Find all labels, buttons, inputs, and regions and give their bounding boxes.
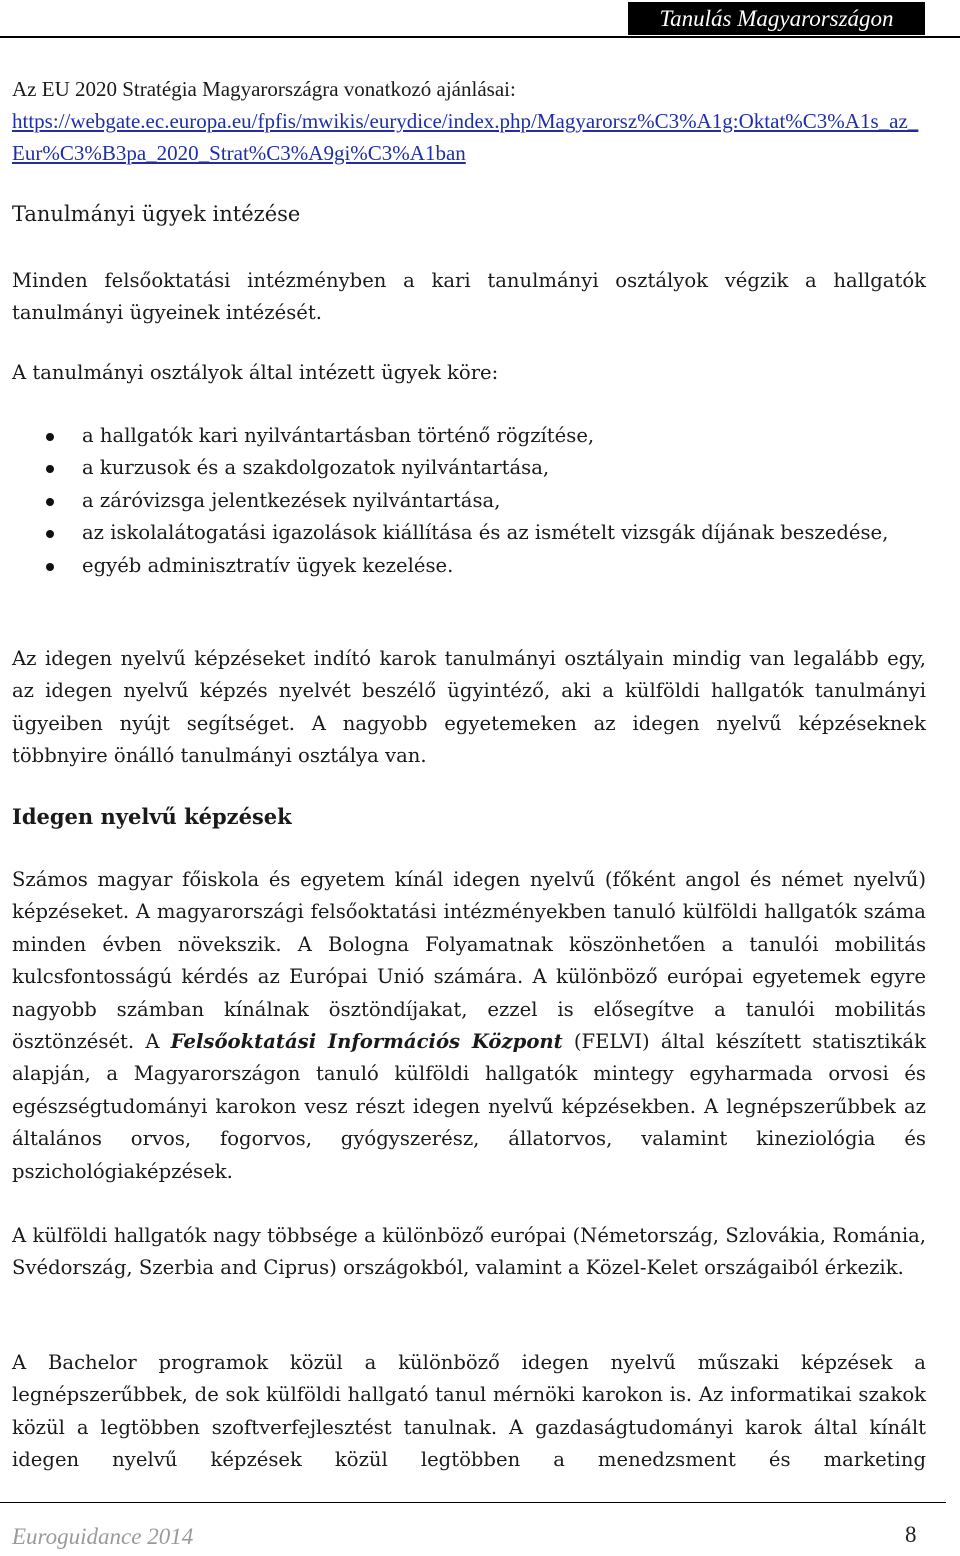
felvi-name: Felsőoktatási Információs Központ bbox=[170, 1030, 563, 1054]
paragraph-foreign-programs: Számos magyar főiskola és egyetem kínál idegen nyelvű (főként angol és német nyelvű) képzéseket. A magyarországi felsőoktatási intézményekben tanuló külföldi hallgatók száma minden évben növekszik. A Bologna Folyamatnak köszönhetően a tanulói mobilitás kulcsfontosságú kérdés az Európai Unió számára. A különböző európai egyetemek egyre nagyobb számban kínálnak ösztöndíjakat, ezzel is elősegítve a tanulói mobilitás ösztönzését. A Felsőoktatási Információs Központ (FELVI) által készített statisztikák alapján, a Magyarországon tanuló külföldi hallgatók mintegy egyharmada orvosi és egészségtudományi karokon vesz részt idegen nyelvű képzésekben. A legnépszerűbbek az általános orvos, fogorvos, gyógyszerész, állatorvos, valamint kineziológia és pszichológiaképzések. bbox=[12, 868, 926, 1183]
footer-brand: Euroguidance 2014 bbox=[12, 1524, 194, 1549]
header-title-band bbox=[628, 2, 925, 35]
header-title: Tanulás Magyarországon bbox=[659, 6, 894, 31]
list-item: a kurzusok és a szakdolgozatok nyilvántartása, bbox=[12, 452, 926, 484]
list-item: egyéb adminisztratív ügyek kezelése. bbox=[12, 550, 926, 582]
paragraph-bachelor: A Bachelor programok közül a különböző idegen nyelvű műszaki képzések a legnépszerűbbek, de sok külföldi hallgató tanul mérnöki karokon is. Az informatikai szakok közül a legtöbben szoftverfejlesztést tanulnak. A gazdaságtudományi karok által kínált idegen nyelvű képzések közül legtöbben a menedzsment és marketing bbox=[12, 1351, 926, 1472]
paragraph-origin-countries: A külföldi hallgatók nagy többsége a különböző európai (Németország, Szlovákia, Románia, Svédország, Szerbia and Ciprus) országokból, valamint a Közel-Kelet országaiból érkezik. bbox=[12, 1224, 926, 1280]
list-item: a záróvizsga jelentkezések nyilvántartása, bbox=[12, 485, 926, 517]
list-item: az iskolalátogatási igazolások kiállítása és az ismételt vizsgák díjának beszedése, bbox=[12, 517, 926, 549]
bullet-icon bbox=[46, 530, 54, 538]
paragraph-foreign-staff: Az idegen nyelvű képzéseket indító karok tanulmányi osztályain mindig van legalább egy, az idegen nyelvű képzés nyelvét beszélő ügyintéző, aki a külföldi hallgatók tanulmányi ügyeiben nyújt segítséget. A nagyobb egyetemeken az idegen nyelvű képzéseknek többnyire önálló tanulmányi osztálya van. bbox=[12, 647, 926, 768]
eurydice-link[interactable]: https://webgate.ec.europa.eu/fpfis/mwikis/eurydice/index.php/Magyarorsz%C3%A1g:Oktat%C3%A1s_az_Eur%C3%B3pa_2020_Strat%C3%A9gi%C3%A1ban bbox=[12, 109, 919, 165]
paragraph-intro: Minden felsőoktatási intézményben a kari tanulmányi osztályok végzik a hallgatók tanulmányi ügyeinek intézését. bbox=[12, 269, 926, 325]
header-divider bbox=[0, 36, 960, 38]
intro-block bbox=[12, 73, 926, 169]
duties-list bbox=[12, 420, 926, 582]
footer-divider bbox=[0, 1502, 946, 1503]
list-item: a hallgatók kari nyilvántartásban történő rögzítése, bbox=[12, 420, 926, 452]
bullet-icon bbox=[46, 498, 54, 506]
bullet-icon bbox=[46, 433, 54, 441]
bullet-icon bbox=[46, 465, 54, 473]
page-number: 8 bbox=[905, 1522, 917, 1547]
section-heading-tanulmanyi: Tanulmányi ügyek intézése bbox=[12, 202, 301, 226]
paragraph-list-intro: A tanulmányi osztályok által intézett ügyek köre: bbox=[12, 361, 499, 384]
bullet-icon bbox=[46, 563, 54, 571]
section-heading-idegen: Idegen nyelvű képzések bbox=[12, 804, 292, 829]
intro-text: Az EU 2020 Stratégia Magyarországra vonatkozó ajánlásai: bbox=[12, 77, 516, 101]
